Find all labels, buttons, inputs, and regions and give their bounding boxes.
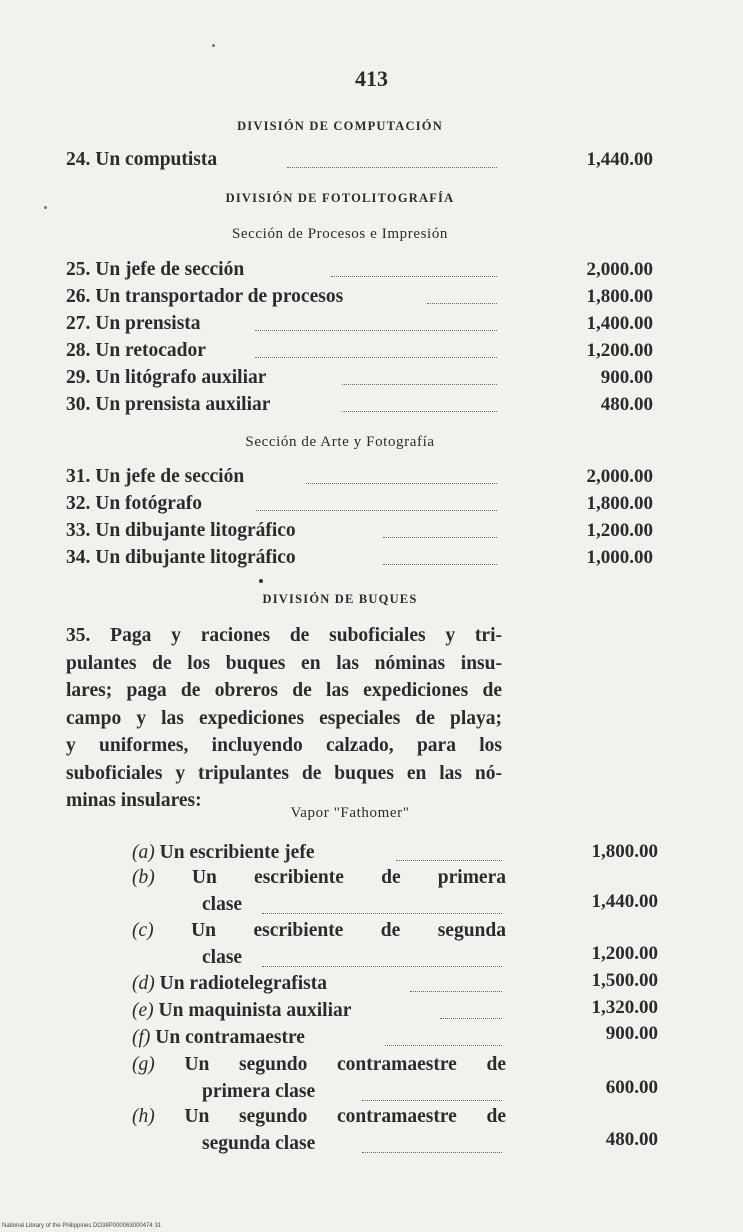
paragraph-line: pulantes de los buques en las nóminas insu- bbox=[66, 652, 502, 674]
item-amount: 1,000.00 bbox=[586, 547, 653, 568]
item-label: Un jefe de sección bbox=[95, 259, 245, 280]
item-amount: 480.00 bbox=[605, 1129, 658, 1150]
item-label: Un fotógrafo bbox=[95, 493, 202, 514]
paper-speck bbox=[259, 579, 263, 583]
page-number: 413 bbox=[355, 66, 388, 91]
leader-dots bbox=[262, 913, 502, 914]
item-label-continued: clase bbox=[202, 947, 243, 968]
leader-dots bbox=[440, 1018, 502, 1019]
item-label: Un escribiente jefe bbox=[159, 842, 315, 863]
item-number: 26. bbox=[66, 286, 91, 307]
item-label: Un maquinista auxiliar bbox=[158, 1000, 352, 1021]
paragraph-line: minas insulares: bbox=[66, 790, 202, 811]
section-heading-fotolitografia: DIVISIÓN DE FOTOLITOGRAFÍA bbox=[225, 191, 455, 205]
leader-dots bbox=[427, 303, 497, 304]
paragraph-line: campo y las expediciones especiales de playa; bbox=[66, 707, 502, 729]
item-letter: (b) bbox=[132, 867, 155, 888]
sub-item bbox=[132, 1000, 351, 1022]
item-number: 30. bbox=[66, 394, 91, 415]
paper-speck bbox=[44, 206, 47, 209]
sub-item bbox=[132, 867, 506, 889]
item-label: Un segundo contramaestre de bbox=[184, 1054, 507, 1075]
list-item bbox=[66, 149, 217, 175]
sub-item bbox=[132, 1106, 506, 1128]
leader-dots bbox=[362, 1100, 502, 1101]
item-amount: 1,440.00 bbox=[591, 891, 658, 912]
item-amount: 900.00 bbox=[605, 1023, 658, 1044]
item-label: Un prensista bbox=[95, 313, 201, 334]
item-amount: 2,000.00 bbox=[586, 466, 653, 487]
sub-item bbox=[132, 920, 506, 942]
item-letter: (c) bbox=[132, 920, 154, 941]
subsection-heading: Sección de Arte y Fotografía bbox=[245, 434, 435, 450]
list-item bbox=[66, 367, 266, 393]
leader-dots bbox=[362, 1152, 502, 1153]
item-amount: 2,000.00 bbox=[586, 259, 653, 280]
paragraph-line: 35. Paga y raciones de suboficiales y tri- bbox=[66, 625, 502, 646]
section-heading-buques: DIVISIÓN DE BUQUES bbox=[262, 592, 418, 606]
leader-dots bbox=[255, 330, 497, 331]
leader-dots bbox=[342, 384, 497, 385]
leader-dots bbox=[385, 1045, 502, 1046]
section-heading-computacion: DIVISIÓN DE COMPUTACIÓN bbox=[237, 119, 443, 133]
item-label: Un computista bbox=[95, 149, 218, 170]
leader-dots bbox=[255, 357, 497, 358]
leader-dots bbox=[383, 537, 497, 538]
item-label: Un prensista auxiliar bbox=[95, 394, 271, 415]
item-amount: 600.00 bbox=[605, 1077, 658, 1098]
item-label: Un transportador de procesos bbox=[95, 286, 344, 307]
subsection-heading: Sección de Procesos e Impresión bbox=[231, 226, 449, 242]
item-number: 31. bbox=[66, 466, 91, 487]
paragraph-line: y uniformes, incluyendo calzado, para los bbox=[66, 735, 502, 756]
item-label-continued: clase bbox=[202, 894, 243, 915]
item-amount: 1,800.00 bbox=[586, 493, 653, 514]
item-amount: 1,320.00 bbox=[591, 997, 658, 1018]
item-number: 25. bbox=[66, 259, 91, 280]
sub-item bbox=[132, 842, 314, 864]
item-letter: (e) bbox=[132, 1000, 154, 1021]
paragraph-35 bbox=[66, 622, 502, 815]
paragraph-line: suboficiales y tripulantes de buques en las nó- bbox=[66, 762, 502, 784]
item-amount: 1,440.00 bbox=[586, 149, 653, 170]
list-item bbox=[66, 286, 343, 312]
list-item bbox=[66, 340, 206, 366]
item-label-continued: primera clase bbox=[202, 1081, 316, 1102]
list-item bbox=[66, 313, 201, 339]
leader-dots bbox=[410, 991, 502, 992]
item-number: 24. bbox=[66, 149, 91, 170]
item-letter: (d) bbox=[132, 973, 155, 994]
leader-dots bbox=[287, 167, 497, 168]
item-label: Un retocador bbox=[95, 340, 206, 361]
leader-dots bbox=[383, 564, 497, 565]
item-letter: (g) bbox=[132, 1054, 155, 1075]
item-number: 27. bbox=[66, 313, 91, 334]
list-item bbox=[66, 493, 202, 519]
item-label: Un litógrafo auxiliar bbox=[95, 367, 267, 388]
item-label: Un escribiente de segunda bbox=[191, 920, 506, 941]
vessel-heading: Vapor "Fathomer" bbox=[290, 805, 410, 821]
list-item bbox=[66, 466, 244, 492]
sub-item bbox=[132, 1054, 506, 1076]
item-label: Un segundo contramaestre de bbox=[184, 1106, 507, 1127]
item-label: Un dibujante litográfico bbox=[95, 547, 296, 568]
item-label-continued: segunda clase bbox=[202, 1133, 316, 1154]
item-letter: (h) bbox=[132, 1106, 155, 1127]
leader-dots bbox=[342, 411, 497, 412]
item-label: Un dibujante litográfico bbox=[95, 520, 296, 541]
footer-watermark: National Library of the Philippines DO38P000063000474 31 bbox=[2, 1223, 162, 1229]
leader-dots bbox=[331, 276, 497, 277]
item-amount: 1,800.00 bbox=[591, 841, 658, 862]
sub-item bbox=[132, 973, 327, 995]
item-letter: (a) bbox=[132, 842, 155, 863]
item-number: 29. bbox=[66, 367, 91, 388]
list-item bbox=[66, 259, 244, 285]
item-number: 28. bbox=[66, 340, 91, 361]
list-item bbox=[66, 547, 296, 573]
leader-dots bbox=[256, 510, 497, 511]
item-amount: 1,200.00 bbox=[586, 340, 653, 361]
item-amount: 1,200.00 bbox=[591, 943, 658, 964]
list-item bbox=[66, 520, 296, 546]
item-amount: 1,500.00 bbox=[591, 970, 658, 991]
list-item bbox=[66, 394, 270, 420]
paragraph-line: lares; paga de obreros de las expediciones de bbox=[66, 680, 502, 701]
leader-dots bbox=[306, 483, 497, 484]
item-label: Un contramaestre bbox=[155, 1027, 305, 1048]
item-amount: 1,400.00 bbox=[586, 313, 653, 334]
item-number: 32. bbox=[66, 493, 91, 514]
item-amount: 1,200.00 bbox=[586, 520, 653, 541]
item-label: Un escribiente de primera bbox=[191, 867, 506, 888]
item-number: 34. bbox=[66, 547, 91, 568]
paper-speck bbox=[212, 44, 215, 47]
item-label: Un jefe de sección bbox=[95, 466, 245, 487]
item-label: Un radiotelegrafista bbox=[159, 973, 327, 994]
item-number: 33. bbox=[66, 520, 91, 541]
leader-dots bbox=[262, 966, 502, 967]
item-amount: 900.00 bbox=[600, 367, 653, 388]
item-amount: 1,800.00 bbox=[586, 286, 653, 307]
item-letter: (f) bbox=[132, 1027, 151, 1048]
item-amount: 480.00 bbox=[600, 394, 653, 415]
sub-item bbox=[132, 1027, 305, 1049]
leader-dots bbox=[396, 860, 502, 861]
